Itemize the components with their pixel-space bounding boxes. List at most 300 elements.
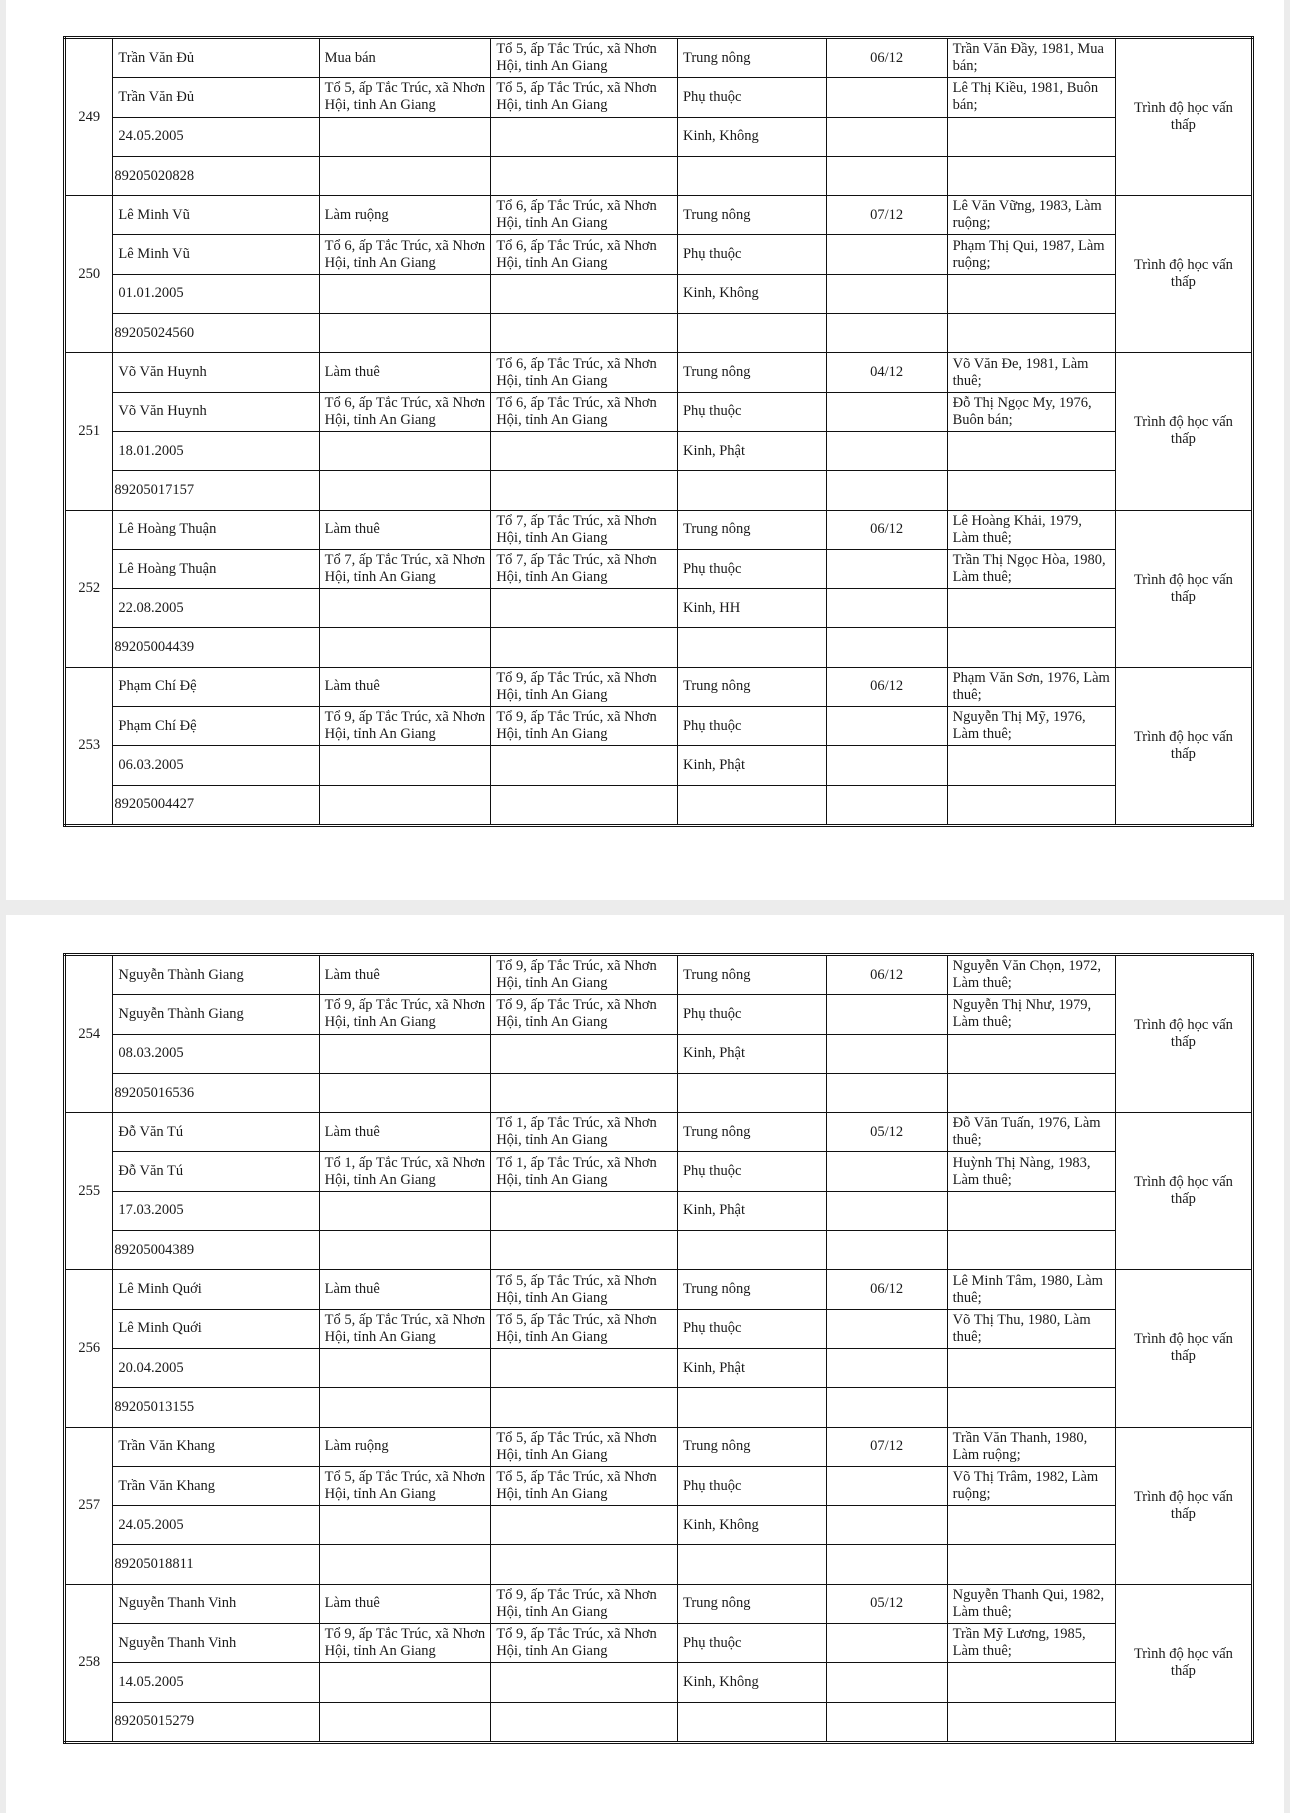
full-name: Đỗ Văn Tú [113,1113,319,1152]
empty-cell [826,1348,947,1387]
empty-cell [491,1388,678,1427]
full-name-repeat: Lê Hoàng Thuận [113,549,319,588]
full-name-repeat: Trần Văn Đủ [113,78,319,117]
record-row [65,353,1253,392]
occupation: Làm thuê [319,353,491,392]
date-of-birth: 17.03.2005 [113,1191,319,1230]
mother-info: Võ Thị Trâm, 1982, Làm ruộng; [947,1466,1115,1505]
personal-class: Phụ thuộc [677,1152,826,1191]
full-name: Lê Hoàng Thuận [113,510,319,549]
record-row [65,314,1253,353]
current-address: Tổ 5, ấp Tắc Trúc, xã Nhơn Hội, tinh An Giang [491,78,678,117]
empty-cell [947,431,1115,470]
empty-cell [947,785,1115,825]
record-row [65,1506,1253,1545]
record-row [65,707,1253,746]
empty-cell [677,785,826,825]
id-number: 89205017157 [113,471,319,510]
remark: Trình độ học vấn thấp [1115,1584,1252,1742]
current-address: Tổ 9, ấp Tắc Trúc, xã Nhơn Hội, tỉnh An Giang [491,707,678,746]
birthplace: Tổ 6, ấp Tắc Trúc, xã Nhơn Hội, tỉnh An Giang [491,353,678,392]
birthplace: Tổ 5, ấp Tắc Trúc, xã Nhơn Hội, tỉnh An Giang [491,1427,678,1466]
record-row [65,1624,1253,1663]
education-grade: 04/12 [826,353,947,392]
empty-cell [826,1624,947,1663]
education-grade: 06/12 [826,955,947,995]
birthplace: Tổ 5, ấp Tắc Trúc, xã Nhơn Hội, tinh An Giang [491,38,678,78]
ethnicity-religion: Kinh, Phật [677,746,826,785]
mother-info: Phạm Thị Qui, 1987, Làm ruộng; [947,235,1115,274]
id-number: 89205004389 [113,1231,319,1270]
empty-cell [491,1545,678,1584]
education-grade: 05/12 [826,1584,947,1623]
empty-cell [319,1191,491,1230]
empty-cell [826,117,947,156]
personal-class: Phụ thuộc [677,1466,826,1505]
id-number: 89205004427 [113,785,319,825]
current-address: Tổ 5, ấp Tắc Trúc, xã Nhơn Hội, tỉnh An Giang [491,1309,678,1348]
father-info: Lê Văn Vững, 1983, Làm ruộng; [947,196,1115,235]
empty-cell [491,471,678,510]
record-row [65,274,1253,313]
empty-cell [826,549,947,588]
empty-cell [491,1663,678,1702]
record-row [65,156,1253,195]
empty-cell [319,471,491,510]
empty-cell [826,274,947,313]
full-name: Võ Văn Huynh [113,353,319,392]
mother-info: Nguyễn Thị Như, 1979, Làm thuê; [947,995,1115,1034]
remark: Trình độ học vấn thấp [1115,667,1252,825]
mother-info: Huỳnh Thị Nàng, 1983, Làm thuê; [947,1152,1115,1191]
empty-cell [319,1034,491,1073]
remark: Trình độ học vấn thấp [1115,510,1252,667]
empty-cell [947,1034,1115,1073]
empty-cell [319,117,491,156]
full-name-repeat: Nguyễn Thành Giang [113,995,319,1034]
empty-cell [826,1466,947,1505]
current-address: Tổ 5, ấp Tắc Trúc, xã Nhơn Hội, tỉnh An Giang [491,1466,678,1505]
record-row [65,78,1253,117]
education-grade: 06/12 [826,667,947,706]
empty-cell [826,78,947,117]
residence-address: Tổ 9, ấp Tắc Trúc, xã Nhơn Hội, tỉnh An Giang [319,995,491,1034]
record-row [65,196,1253,235]
full-name-repeat: Trần Văn Khang [113,1466,319,1505]
record-row [65,431,1253,470]
ethnicity-religion: Kinh, Phật [677,1034,826,1073]
record-row [65,746,1253,785]
birthplace: Tổ 9, ấp Tắc Trúc, xã Nhơn Hội, tỉnh An Giang [491,667,678,706]
record-row [65,1702,1253,1742]
remark: Trình độ học vấn thấp [1115,1427,1252,1584]
date-of-birth: 14.05.2005 [113,1663,319,1702]
empty-cell [826,1545,947,1584]
residence-address: Tổ 6, ấp Tắc Trúc, xã Nhơn Hội, tỉnh An Giang [319,392,491,431]
occupation: Mua bán [319,38,491,78]
empty-cell [826,1506,947,1545]
empty-cell [677,1545,826,1584]
education-grade: 07/12 [826,196,947,235]
record-row [65,667,1253,706]
personal-class: Phụ thuộc [677,392,826,431]
empty-cell [677,1231,826,1270]
record-row [65,510,1253,549]
id-number: 89205016536 [113,1073,319,1112]
full-name: Lê Minh Vũ [113,196,319,235]
empty-cell [491,1034,678,1073]
record-row [65,785,1253,825]
empty-cell [826,1663,947,1702]
remark: Trình độ học vấn thấp [1115,955,1252,1113]
empty-cell [947,117,1115,156]
empty-cell [826,235,947,274]
remark: Trình độ học vấn thấp [1115,196,1252,353]
document-page-2 [6,915,1284,1813]
empty-cell [319,589,491,628]
ethnicity-religion: Kinh, Không [677,1506,826,1545]
mother-info: Lê Thị Kiều, 1981, Buôn bán; [947,78,1115,117]
id-number: 89205020828 [113,156,319,195]
empty-cell [677,314,826,353]
record-row [65,1152,1253,1191]
record-row [65,628,1253,667]
record-row [65,1545,1253,1584]
mother-info: Võ Thị Thu, 1980, Làm thuê; [947,1309,1115,1348]
date-of-birth: 24.05.2005 [113,117,319,156]
record-row [65,1348,1253,1387]
occupation: Làm thuê [319,667,491,706]
empty-cell [491,431,678,470]
mother-info: Đỗ Thị Ngọc My, 1976, Buôn bán; [947,392,1115,431]
empty-cell [947,1702,1115,1742]
empty-cell [319,156,491,195]
empty-cell [826,995,947,1034]
date-of-birth: 22.08.2005 [113,589,319,628]
father-info: Võ Văn Đe, 1981, Làm thuê; [947,353,1115,392]
empty-cell [677,628,826,667]
empty-cell [677,1073,826,1112]
empty-cell [491,589,678,628]
father-info: Đỗ Văn Tuấn, 1976, Làm thuê; [947,1113,1115,1152]
empty-cell [826,1073,947,1112]
empty-cell [319,1231,491,1270]
record-row [65,1073,1253,1112]
empty-cell [826,746,947,785]
full-name-repeat: Nguyễn Thanh Vinh [113,1624,319,1663]
record-row [65,1427,1253,1466]
full-name-repeat: Phạm Chí Đệ [113,707,319,746]
empty-cell [947,1506,1115,1545]
record-row [65,589,1253,628]
date-of-birth: 08.03.2005 [113,1034,319,1073]
empty-cell [947,746,1115,785]
father-info: Phạm Văn Sơn, 1976, Làm thuê; [947,667,1115,706]
record-row [65,117,1253,156]
date-of-birth: 01.01.2005 [113,274,319,313]
id-number: 89205018811 [113,1545,319,1584]
empty-cell [947,314,1115,353]
mother-info: Trần Mỹ Lương, 1985, Làm thuê; [947,1624,1115,1663]
record-row [65,549,1253,588]
education-grade: 06/12 [826,510,947,549]
full-name: Trần Văn Khang [113,1427,319,1466]
current-address: Tổ 7, ấp Tắc Trúc, xã Nhơn Hội, tỉnh An Giang [491,549,678,588]
ethnicity-religion: Kinh, Phật [677,431,826,470]
occupation: Làm thuê [319,1113,491,1152]
occupation: Làm thuê [319,955,491,995]
empty-cell [319,746,491,785]
ethnicity-religion: Kinh, Không [677,117,826,156]
full-name: Nguyễn Thanh Vinh [113,1584,319,1623]
record-row [65,38,1253,78]
personal-class: Phụ thuộc [677,1624,826,1663]
empty-cell [319,1388,491,1427]
document-page-1 [6,0,1284,900]
mother-info: Trần Thị Ngọc Hòa, 1980, Làm thuê; [947,549,1115,588]
empty-cell [826,156,947,195]
record-number: 251 [65,353,113,510]
full-name-repeat: Lê Minh Vũ [113,235,319,274]
date-of-birth: 24.05.2005 [113,1506,319,1545]
empty-cell [826,314,947,353]
empty-cell [826,1231,947,1270]
empty-cell [947,589,1115,628]
empty-cell [826,1034,947,1073]
record-row [65,955,1253,995]
empty-cell [319,314,491,353]
current-address: Tổ 6, ấp Tắc Trúc, xã Nhơn Hội, tỉnh An Giang [491,235,678,274]
family-class: Trung nông [677,955,826,995]
record-row [65,471,1253,510]
education-grade: 06/12 [826,1270,947,1309]
birthplace: Tổ 9, ấp Tắc Trúc, xã Nhơn Hội, tỉnh An Giang [491,1584,678,1623]
record-row [65,1270,1253,1309]
empty-cell [491,274,678,313]
remark: Trình độ học vấn thấp [1115,1270,1252,1427]
empty-cell [826,1702,947,1742]
empty-cell [947,1073,1115,1112]
empty-cell [319,431,491,470]
empty-cell [491,1702,678,1742]
residence-address: Tổ 5, ấp Tắc Trúc, xã Nhơn Hội, tỉnh An Giang [319,1466,491,1505]
residence-address: Tổ 9, ấp Tắc Trúc, xã Nhơn Hội, tỉnh An Giang [319,707,491,746]
birthplace: Tổ 9, ấp Tắc Trúc, xã Nhơn Hội, tỉnh An Giang [491,955,678,995]
full-name: Nguyễn Thành Giang [113,955,319,995]
current-address: Tổ 1, ấp Tắc Trúc, xã Nhơn Hội, tỉnh An Giang [491,1152,678,1191]
ethnicity-religion: Kinh, Không [677,1663,826,1702]
ethnicity-religion: Kinh, Không [677,274,826,313]
record-number: 255 [65,1113,113,1270]
empty-cell [319,1702,491,1742]
residence-address: Tổ 5, ấp Tắc Trúc, xã Nhơn Hội, tinh An Giang [319,78,491,117]
remark: Trình độ học vấn thấp [1115,1113,1252,1270]
empty-cell [491,117,678,156]
family-class: Trung nông [677,1113,826,1152]
personal-class: Phụ thuộc [677,235,826,274]
full-name-repeat: Võ Văn Huynh [113,392,319,431]
empty-cell [491,785,678,825]
father-info: Lê Hoàng Khải, 1979, Làm thuê; [947,510,1115,549]
residence-address: Tổ 9, ấp Tắc Trúc, xã Nhơn Hội, tỉnh An Giang [319,1624,491,1663]
empty-cell [319,274,491,313]
family-class: Trung nông [677,667,826,706]
birthplace: Tổ 5, ấp Tắc Trúc, xã Nhơn Hội, tỉnh An Giang [491,1270,678,1309]
residence-address: Tổ 5, ấp Tắc Trúc, xã Nhơn Hội, tỉnh An Giang [319,1309,491,1348]
empty-cell [319,785,491,825]
record-row [65,1034,1253,1073]
empty-cell [826,628,947,667]
full-name: Trần Văn Đủ [113,38,319,78]
record-row [65,1584,1253,1623]
empty-cell [947,1663,1115,1702]
personal-class: Phụ thuộc [677,78,826,117]
record-number: 253 [65,667,113,825]
occupation: Làm thuê [319,1584,491,1623]
empty-cell [491,628,678,667]
current-address: Tổ 9, ấp Tắc Trúc, xã Nhơn Hội, tỉnh An Giang [491,1624,678,1663]
date-of-birth: 06.03.2005 [113,746,319,785]
record-row [65,1191,1253,1230]
current-address: Tổ 6, ấp Tắc Trúc, xã Nhơn Hội, tỉnh An Giang [491,392,678,431]
father-info: Trần Văn Đầy, 1981, Mua bán; [947,38,1115,78]
registry-table-body [65,38,1253,826]
record-number: 257 [65,1427,113,1584]
empty-cell [947,1545,1115,1584]
empty-cell [491,156,678,195]
record-row [65,392,1253,431]
full-name-repeat: Đỗ Văn Tú [113,1152,319,1191]
family-class: Trung nông [677,353,826,392]
empty-cell [677,1388,826,1427]
empty-cell [947,274,1115,313]
date-of-birth: 18.01.2005 [113,431,319,470]
empty-cell [491,1506,678,1545]
id-number: 89205015279 [113,1702,319,1742]
full-name: Phạm Chí Đệ [113,667,319,706]
current-address: Tổ 9, ấp Tắc Trúc, xã Nhơn Hội, tỉnh An Giang [491,995,678,1034]
empty-cell [947,156,1115,195]
occupation: Làm ruộng [319,196,491,235]
record-row [65,995,1253,1034]
empty-cell [947,1348,1115,1387]
registry-table [63,36,1254,827]
residence-address: Tổ 1, ấp Tắc Trúc, xã Nhơn Hội, tỉnh An Giang [319,1152,491,1191]
ethnicity-religion: Kinh, HH [677,589,826,628]
empty-cell [947,628,1115,667]
empty-cell [319,1073,491,1112]
empty-cell [491,1348,678,1387]
empty-cell [319,1348,491,1387]
record-row [65,1113,1253,1152]
date-of-birth: 20.04.2005 [113,1348,319,1387]
empty-cell [319,628,491,667]
empty-cell [491,746,678,785]
empty-cell [491,1073,678,1112]
empty-cell [826,1388,947,1427]
empty-cell [826,1309,947,1348]
record-row [65,1466,1253,1505]
education-grade: 05/12 [826,1113,947,1152]
family-class: Trung nông [677,510,826,549]
empty-cell [491,314,678,353]
residence-address: Tổ 7, ấp Tắc Trúc, xã Nhơn Hội, tỉnh An Giang [319,549,491,588]
father-info: Trần Văn Thanh, 1980, Làm ruộng; [947,1427,1115,1466]
occupation: Làm thuê [319,1270,491,1309]
id-number: 89205004439 [113,628,319,667]
empty-cell [319,1663,491,1702]
empty-cell [826,1191,947,1230]
record-row [65,235,1253,274]
empty-cell [319,1545,491,1584]
empty-cell [826,471,947,510]
occupation: Làm thuê [319,510,491,549]
family-class: Trung nông [677,196,826,235]
full-name: Lê Minh Quới [113,1270,319,1309]
residence-address: Tổ 6, ấp Tắc Trúc, xã Nhơn Hội, tỉnh An Giang [319,235,491,274]
family-class: Trung nông [677,1584,826,1623]
family-class: Trung nông [677,1427,826,1466]
education-grade: 06/12 [826,38,947,78]
mother-info: Nguyễn Thị Mỹ, 1976, Làm thuê; [947,707,1115,746]
empty-cell [826,1152,947,1191]
empty-cell [826,707,947,746]
father-info: Lê Minh Tâm, 1980, Làm thuê; [947,1270,1115,1309]
empty-cell [826,589,947,628]
id-number: 89205013155 [113,1388,319,1427]
personal-class: Phụ thuộc [677,707,826,746]
birthplace: Tổ 7, ấp Tắc Trúc, xã Nhơn Hội, tỉnh An Giang [491,510,678,549]
remark: Trình độ học vấn thấp [1115,353,1252,510]
empty-cell [677,156,826,195]
record-row [65,1388,1253,1427]
record-row [65,1309,1253,1348]
record-number: 249 [65,38,113,196]
father-info: Nguyễn Văn Chọn, 1972, Làm thuê; [947,955,1115,995]
father-info: Nguyễn Thanh Qui, 1982, Làm thuê; [947,1584,1115,1623]
family-class: Trung nông [677,1270,826,1309]
education-grade: 07/12 [826,1427,947,1466]
registry-table-body [65,955,1253,1743]
full-name-repeat: Lê Minh Quới [113,1309,319,1348]
empty-cell [677,471,826,510]
empty-cell [947,1388,1115,1427]
empty-cell [826,431,947,470]
record-number: 254 [65,955,113,1113]
record-number: 250 [65,196,113,353]
empty-cell [947,471,1115,510]
birthplace: Tổ 1, ấp Tắc Trúc, xã Nhơn Hội, tỉnh An Giang [491,1113,678,1152]
empty-cell [947,1231,1115,1270]
record-number: 258 [65,1584,113,1742]
empty-cell [491,1191,678,1230]
remark: Trình độ học vấn thấp [1115,38,1252,196]
record-number: 252 [65,510,113,667]
empty-cell [826,392,947,431]
personal-class: Phụ thuộc [677,995,826,1034]
personal-class: Phụ thuộc [677,1309,826,1348]
record-number: 256 [65,1270,113,1427]
empty-cell [826,785,947,825]
birthplace: Tổ 6, ấp Tắc Trúc, xã Nhơn Hội, tỉnh An Giang [491,196,678,235]
id-number: 89205024560 [113,314,319,353]
empty-cell [947,1191,1115,1230]
empty-cell [677,1702,826,1742]
ethnicity-religion: Kinh, Phật [677,1348,826,1387]
record-row [65,1663,1253,1702]
record-row [65,1231,1253,1270]
occupation: Làm ruộng [319,1427,491,1466]
